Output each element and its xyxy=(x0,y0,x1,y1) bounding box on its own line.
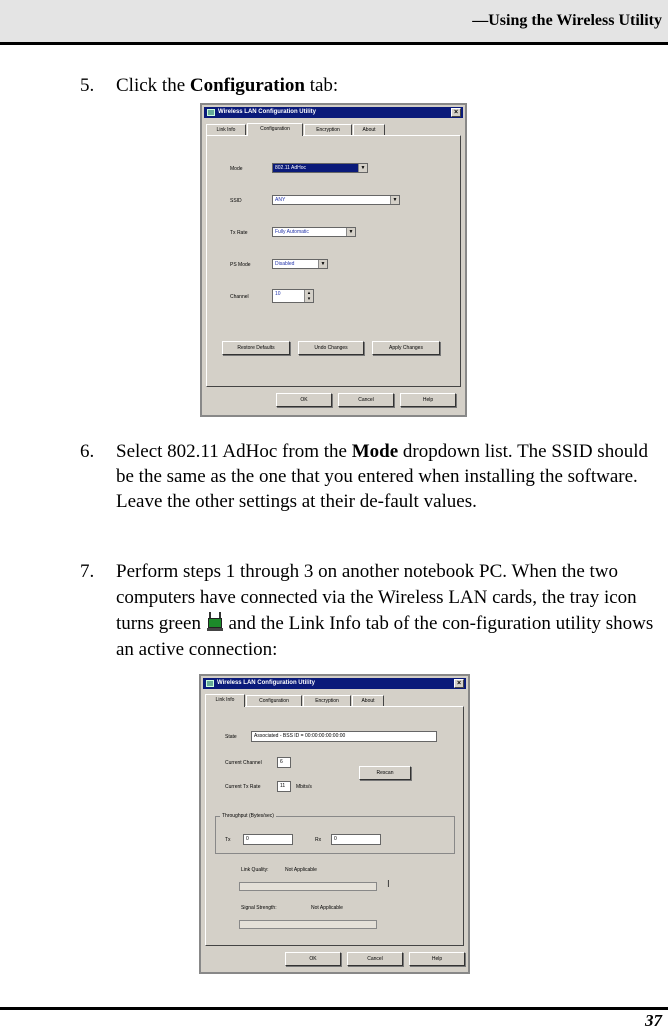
tab-encryption[interactable]: Encryption xyxy=(303,695,351,706)
signal-strength-bar xyxy=(239,920,377,929)
close-icon[interactable]: × xyxy=(451,108,461,117)
help-button[interactable]: Help xyxy=(409,952,465,966)
text-cursor-icon: I xyxy=(387,879,390,890)
ok-button[interactable]: OK xyxy=(276,393,332,407)
rx-field: 0 xyxy=(331,834,381,845)
link-quality-bar xyxy=(239,882,377,891)
tab-link-info[interactable]: Link Info xyxy=(206,124,246,135)
link-quality-label: Link Quality: xyxy=(241,867,269,873)
tab-encryption[interactable]: Encryption xyxy=(304,124,352,135)
chevron-down-icon: ▼ xyxy=(358,164,367,172)
undo-changes-button[interactable]: Undo Changes xyxy=(298,341,364,355)
help-button[interactable]: Help xyxy=(400,393,456,407)
config-dialog-screenshot xyxy=(200,103,467,417)
footer-rule xyxy=(0,1007,668,1010)
mode-label: Mode xyxy=(230,166,243,172)
ok-button[interactable]: OK xyxy=(285,952,341,966)
restore-defaults-button[interactable]: Restore Defaults xyxy=(222,341,290,355)
channel-spinner[interactable]: 10 ▴ ▾ xyxy=(272,289,314,303)
tab-configuration[interactable]: Configuration xyxy=(246,695,302,706)
current-txrate-label: Current Tx Rate xyxy=(225,784,261,790)
wireless-tray-icon xyxy=(206,612,224,632)
current-channel-label: Current Channel xyxy=(225,760,262,766)
tx-label: Tx xyxy=(225,837,231,843)
ssid-dropdown[interactable]: ANY ▼ xyxy=(272,195,400,205)
txrate-dropdown[interactable]: Fully Automatic ▼ xyxy=(272,227,356,237)
step-number: 6. xyxy=(80,441,95,462)
link-quality-value: Not Applicable xyxy=(285,867,317,873)
cancel-button[interactable]: Cancel xyxy=(338,393,394,407)
state-field: Associated - BSS ID = 00:00:00:00:00:00 xyxy=(251,731,437,742)
dialog-titlebar: Wireless LAN Configuration Utility × xyxy=(204,107,463,118)
current-channel-field: 6 xyxy=(277,757,291,768)
close-icon[interactable]: × xyxy=(454,679,464,688)
app-icon xyxy=(207,109,215,116)
spinner-arrows-icon: ▴ ▾ xyxy=(304,290,313,302)
page-number: 37 xyxy=(645,1011,662,1030)
rescan-button[interactable]: Rescan xyxy=(359,766,411,780)
tx-field: 0 xyxy=(243,834,293,845)
step-text: Perform steps 1 through 3 on another notebook PC. When the two computers have connected via the Wireless LAN cards, the tray icon turns green and the Link Info tab of the con-figuration utility shows an active connection: xyxy=(116,561,654,660)
tab-about[interactable]: About xyxy=(353,124,385,135)
rx-label: Rx xyxy=(315,837,322,843)
psmode-dropdown[interactable]: Disabled ▼ xyxy=(272,259,328,269)
tab-link-info[interactable]: Link Info xyxy=(205,694,245,707)
throughput-title: Throughput (Bytes/sec) xyxy=(222,813,274,819)
channel-label: Channel xyxy=(230,294,249,300)
psmode-label: PS Mode xyxy=(230,262,251,268)
current-txrate-field: 11 xyxy=(277,781,291,792)
signal-strength-value: Not Applicable xyxy=(311,905,343,911)
running-header-title: —Using the Wireless Utility xyxy=(472,12,662,29)
app-icon xyxy=(206,680,214,687)
txrate-label: Tx Rate xyxy=(230,230,248,236)
apply-changes-button[interactable]: Apply Changes xyxy=(372,341,440,355)
step-number: 7. xyxy=(80,561,95,582)
mode-dropdown[interactable]: 802.11 AdHoc ▼ xyxy=(272,163,368,173)
dialog-titlebar: Wireless LAN Configuration Utility × xyxy=(203,678,466,689)
chevron-down-icon: ▼ xyxy=(318,260,327,268)
ssid-label: SSID xyxy=(230,198,242,204)
signal-strength-label: Signal Strength: xyxy=(241,905,277,911)
cancel-button[interactable]: Cancel xyxy=(347,952,403,966)
header-rule xyxy=(0,42,668,45)
step-text: Select 802.11 AdHoc from the Mode dropdown list. The SSID should be the same as the one that you entered when installing the software. Leave the other settings at their de-fault values. xyxy=(116,441,648,512)
state-label: State xyxy=(225,734,237,740)
step-number: 5. xyxy=(80,75,95,96)
txrate-unit: Mbits/s xyxy=(296,784,312,790)
chevron-down-icon: ▼ xyxy=(390,196,399,204)
tab-about[interactable]: About xyxy=(352,695,384,706)
chevron-down-icon: ▼ xyxy=(346,228,355,236)
tab-configuration[interactable]: Configuration xyxy=(247,123,303,136)
step-text: Click the Configuration tab: xyxy=(116,75,339,96)
link-info-dialog-screenshot xyxy=(199,674,470,974)
